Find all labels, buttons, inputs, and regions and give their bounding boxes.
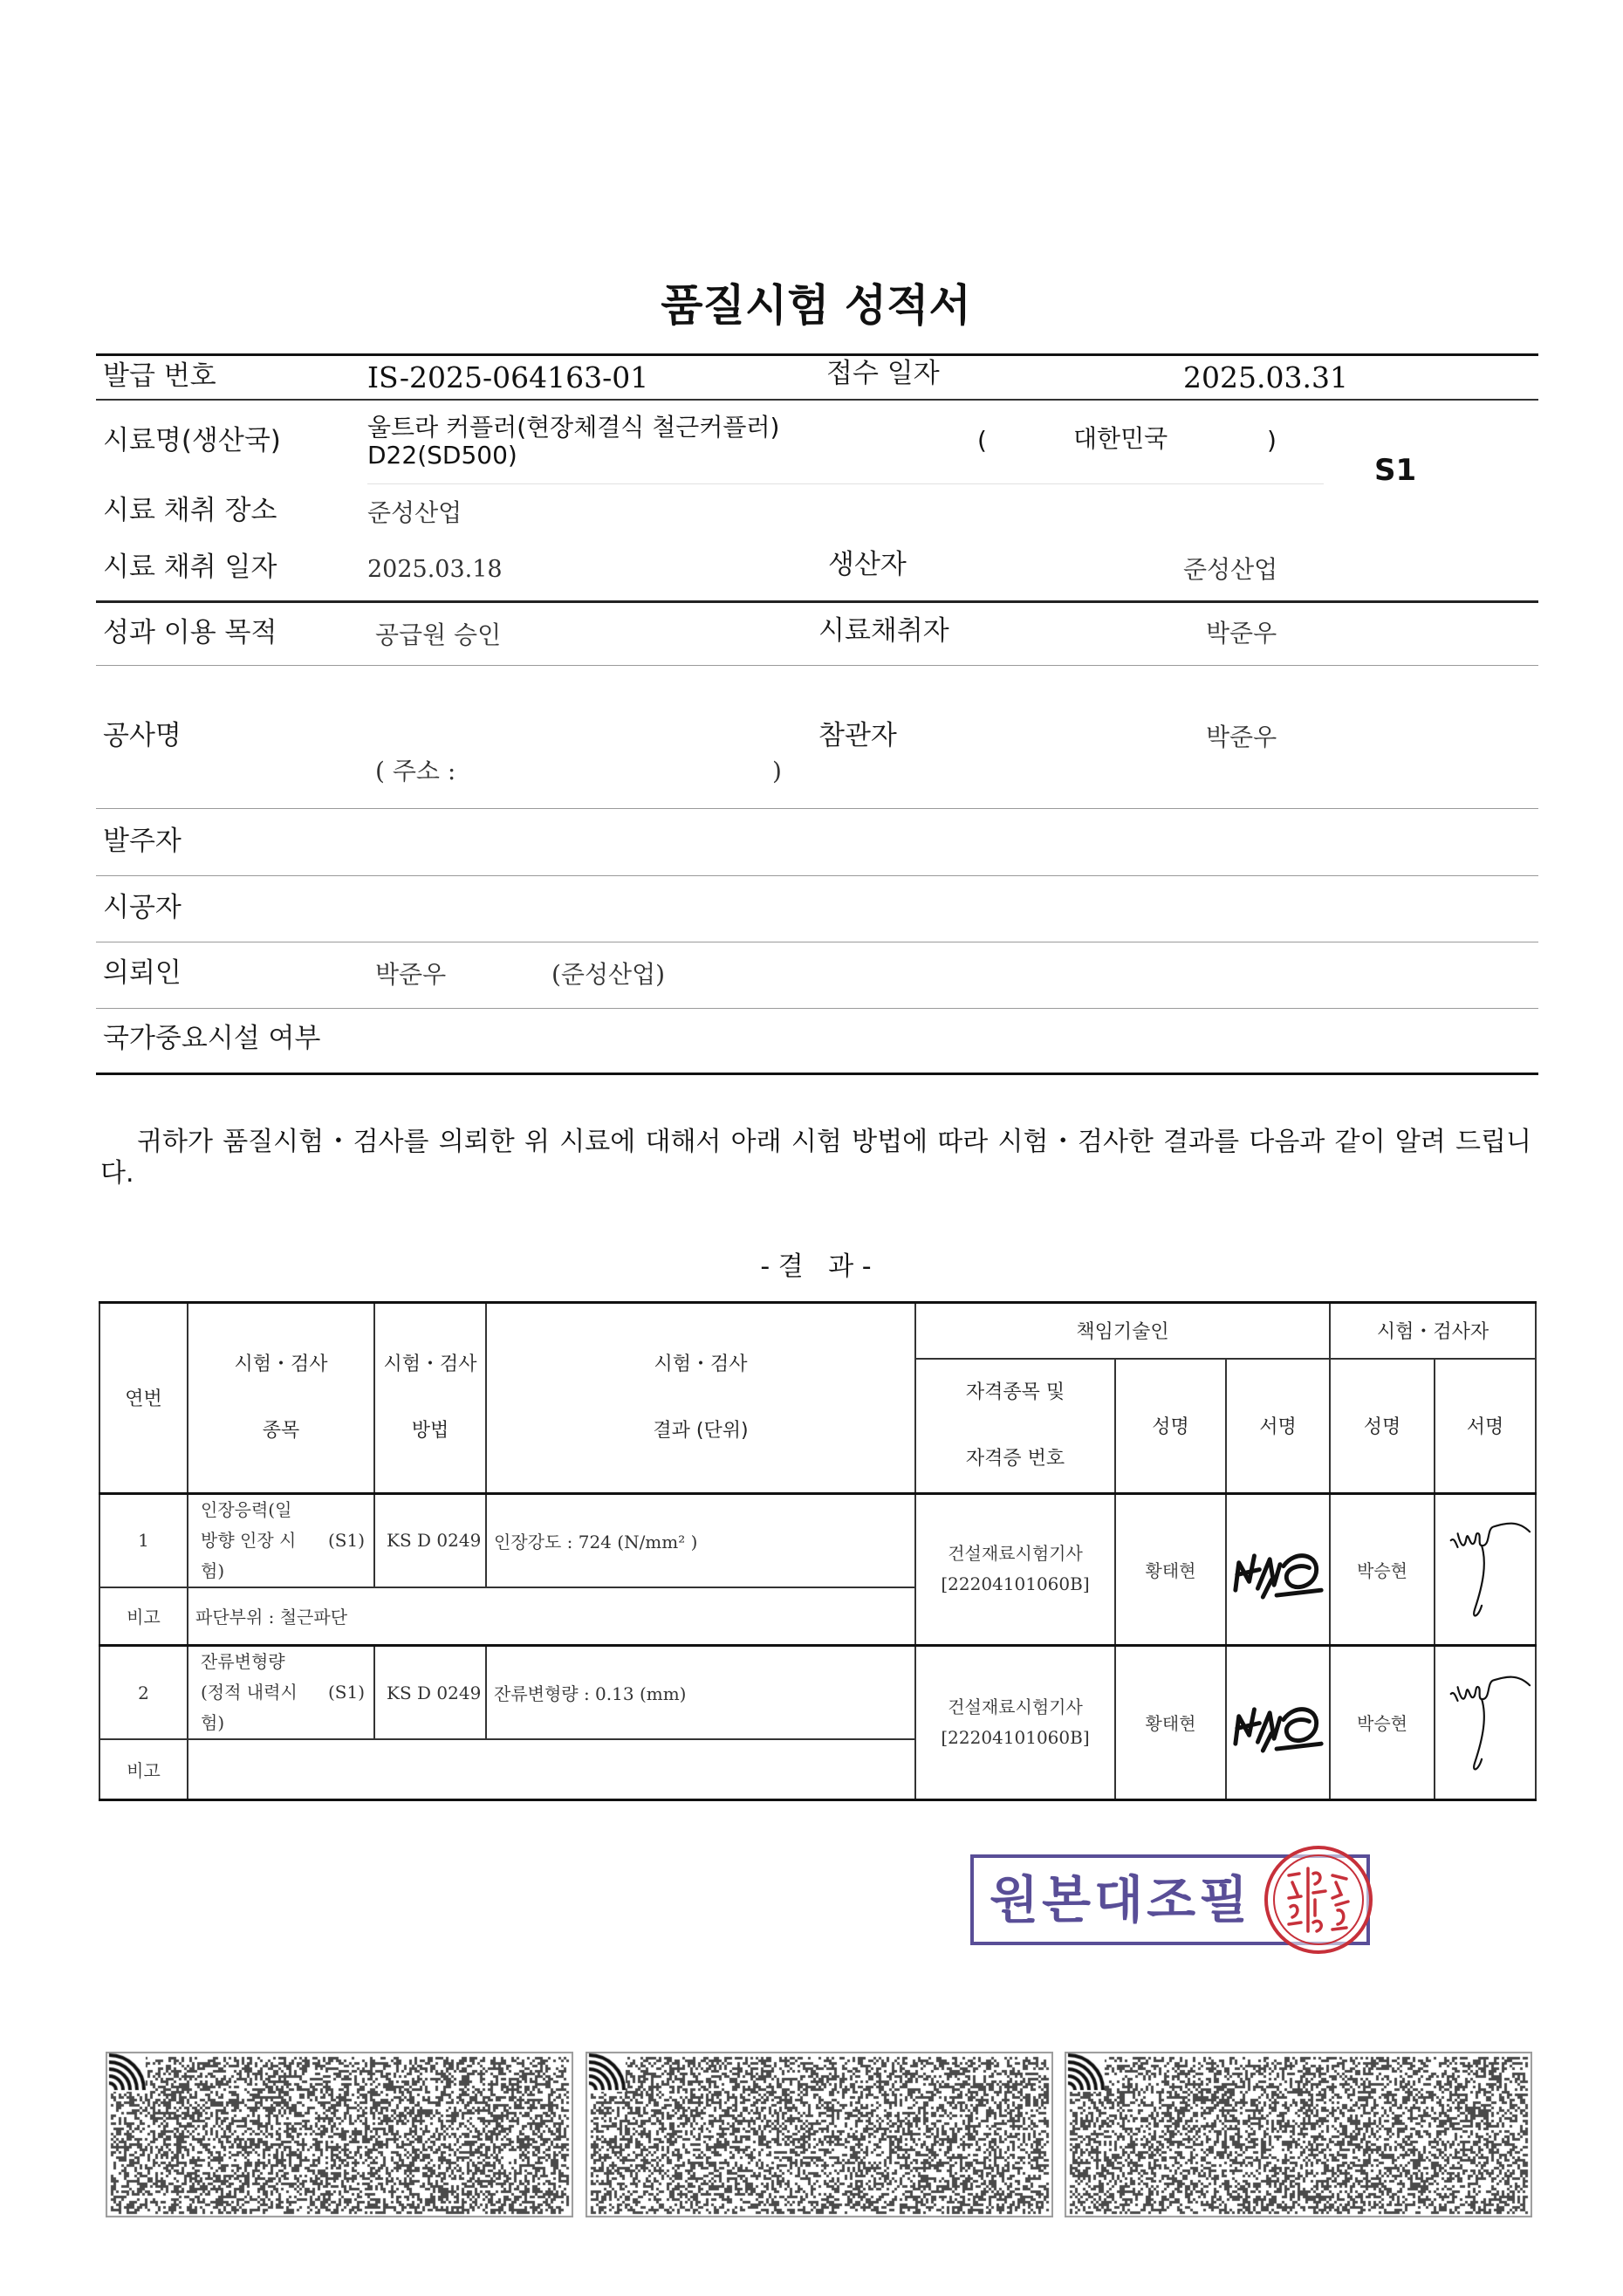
client-label: 의뢰인 bbox=[103, 957, 181, 989]
producer-value: 준성산업 bbox=[1183, 555, 1278, 584]
row-remark-label bbox=[99, 1739, 188, 1799]
header-responsible-sign-text: 서명 bbox=[1259, 1416, 1297, 1438]
header-tester-text: 시험・검사자 bbox=[1376, 1321, 1489, 1344]
row-qualification-title: 건설재료시험기사 bbox=[948, 1696, 1083, 1717]
row-item-line2: (정적 내력시 bbox=[201, 1682, 298, 1703]
row-item bbox=[188, 1493, 374, 1587]
rule bbox=[96, 875, 1538, 876]
row-item-sample-code: (S1) bbox=[327, 1682, 365, 1703]
row-item-line3: 험) bbox=[201, 1559, 225, 1581]
header-responsible-engineer bbox=[915, 1303, 1330, 1359]
result-row-group bbox=[99, 1646, 1536, 1800]
row-item-sample-code: (S1) bbox=[327, 1529, 365, 1551]
header-responsible-name bbox=[1115, 1359, 1226, 1494]
row-tester-signature bbox=[1435, 1646, 1536, 1800]
country-open-paren: ( bbox=[977, 426, 987, 455]
rule bbox=[96, 1008, 1538, 1009]
header-qualification bbox=[915, 1359, 1115, 1494]
sample-code: S1 bbox=[1374, 453, 1417, 488]
header-tester-sign bbox=[1435, 1359, 1536, 1494]
address-open: ( 주소 : bbox=[375, 757, 456, 785]
header-qualification-line2: 자격증 번호 bbox=[965, 1447, 1065, 1470]
security-code-pattern bbox=[106, 2052, 573, 2217]
row-method bbox=[374, 1646, 486, 1740]
row-responsible-signature bbox=[1226, 1646, 1330, 1800]
table-row bbox=[99, 1493, 1536, 1587]
purpose-value: 공급원 승인 bbox=[375, 620, 502, 649]
header-tester-name-text: 성명 bbox=[1363, 1416, 1401, 1438]
row-no-text: 2 bbox=[138, 1682, 149, 1703]
row-result bbox=[486, 1646, 915, 1740]
row-remark bbox=[188, 1587, 915, 1646]
row-responsible-name bbox=[1115, 1493, 1226, 1646]
results-table bbox=[99, 1301, 1537, 1801]
issue-number-label: 발급 번호 bbox=[103, 360, 216, 392]
observer-label: 참관자 bbox=[818, 720, 897, 751]
tester-signature-image bbox=[1435, 1496, 1535, 1643]
row-remark bbox=[188, 1739, 915, 1799]
header-item bbox=[188, 1303, 374, 1494]
row-tester-name bbox=[1330, 1646, 1435, 1800]
header-item-line1: 시험・검사 bbox=[234, 1353, 328, 1375]
rule bbox=[96, 808, 1538, 809]
sample-name-line2: D22(SD500) bbox=[367, 441, 517, 469]
row-result-text: 잔류변형량 : 0.13 (mm) bbox=[494, 1683, 687, 1704]
row-no-text: 1 bbox=[138, 1530, 149, 1551]
row-qualification-title: 건설재료시험기사 bbox=[948, 1543, 1083, 1565]
header-responsible-sign bbox=[1226, 1359, 1330, 1494]
header-no bbox=[99, 1303, 188, 1494]
row-tester-signature bbox=[1435, 1493, 1536, 1646]
row-result-text: 인장강도 : 724 (N/mm² ) bbox=[494, 1531, 698, 1552]
table-row bbox=[99, 1646, 1536, 1740]
row-responsible-name bbox=[1115, 1646, 1226, 1800]
row-no bbox=[99, 1493, 188, 1587]
row-tester-name bbox=[1330, 1493, 1435, 1646]
row-remark-label-text: 비고 bbox=[127, 1607, 161, 1628]
rule-bottom bbox=[96, 1073, 1538, 1075]
orderer-label: 발주자 bbox=[103, 826, 181, 857]
row-item-line2: 방향 인장 시 bbox=[201, 1529, 297, 1551]
producer-label: 생산자 bbox=[828, 549, 907, 580]
responsible-signature-image bbox=[1227, 1648, 1329, 1798]
country-close-paren: ) bbox=[1267, 426, 1277, 455]
client-name: 박준우 bbox=[375, 960, 447, 989]
national-facility-label: 국가중요시설 여부 bbox=[103, 1023, 321, 1054]
header-tester-name bbox=[1330, 1359, 1435, 1494]
row-responsible-name-text: 황태현 bbox=[1145, 1559, 1196, 1581]
issue-number-value: IS-2025-064163-01 bbox=[367, 360, 649, 394]
row-no bbox=[99, 1646, 188, 1740]
row-remark-label bbox=[99, 1587, 188, 1646]
sampler-label: 시료채취자 bbox=[818, 615, 949, 647]
row-item-line1: 인장응력(일 bbox=[201, 1498, 292, 1520]
header-method-line2: 방법 bbox=[411, 1419, 449, 1442]
header-tester-sign-text: 서명 bbox=[1466, 1416, 1504, 1438]
row-responsible-signature bbox=[1226, 1493, 1330, 1646]
header-tester bbox=[1330, 1303, 1536, 1359]
rule-top bbox=[96, 353, 1538, 356]
header-result bbox=[486, 1303, 915, 1494]
rule bbox=[96, 665, 1538, 666]
rule bbox=[96, 600, 1538, 603]
sample-name-label: 시료명(생산국) bbox=[103, 425, 281, 456]
sampling-place-label: 시료 채취 장소 bbox=[103, 495, 277, 526]
header-method bbox=[374, 1303, 486, 1494]
row-method bbox=[374, 1493, 486, 1587]
responsible-signature-image bbox=[1227, 1496, 1329, 1643]
row-responsible-name-text: 황태현 bbox=[1145, 1713, 1196, 1735]
row-qualification bbox=[915, 1646, 1115, 1800]
row-qualification-number: [22204101060B] bbox=[941, 1726, 1090, 1748]
purpose-label: 성과 이용 목적 bbox=[103, 617, 277, 648]
sampling-place-value: 준성산업 bbox=[367, 498, 462, 527]
red-seal-icon bbox=[1263, 1844, 1374, 1956]
security-code-pattern bbox=[1065, 2052, 1532, 2217]
result-row-group bbox=[99, 1493, 1536, 1646]
project-name-label: 공사명 bbox=[103, 720, 181, 751]
header-qualification-line1: 자격종목 및 bbox=[965, 1381, 1065, 1403]
rule-faint bbox=[367, 483, 1324, 484]
row-remark-label-text: 비고 bbox=[127, 1759, 161, 1781]
header-item-line2: 종목 bbox=[262, 1419, 300, 1442]
row-method-text: KS D 0249 bbox=[387, 1530, 482, 1551]
header-no-text: 연번 bbox=[125, 1388, 162, 1411]
header-responsible-name-text: 성명 bbox=[1152, 1416, 1189, 1438]
contractor-label: 시공자 bbox=[103, 892, 181, 923]
rule bbox=[96, 399, 1538, 401]
header-result-line2: 결과 (단위) bbox=[653, 1419, 749, 1442]
receipt-date-value: 2025.03.31 bbox=[1183, 360, 1348, 394]
row-result bbox=[486, 1493, 915, 1587]
receipt-date-label: 접수 일자 bbox=[826, 358, 940, 389]
header-result-line1: 시험・검사 bbox=[654, 1353, 748, 1375]
client-company: (준성산업) bbox=[551, 960, 666, 989]
header-responsible-text: 책임기술인 bbox=[1076, 1321, 1169, 1344]
row-qualification-number: [22204101060B] bbox=[941, 1573, 1090, 1595]
country-value: 대한민국 bbox=[1073, 424, 1168, 453]
row-item bbox=[188, 1646, 374, 1740]
sampling-date-label: 시료 채취 일자 bbox=[103, 552, 277, 583]
results-heading: - 결 과 - bbox=[760, 1251, 872, 1282]
sampler-value: 박준우 bbox=[1206, 619, 1277, 648]
sample-name-line1: 울트라 커플러(현장체결식 철근커플러) bbox=[367, 413, 780, 442]
sampling-date-value: 2025.03.18 bbox=[367, 556, 503, 583]
row-tester-name-text: 박승현 bbox=[1357, 1713, 1408, 1735]
notice-paragraph: 귀하가 품질시험・검사를 의뢰한 위 시료에 대해서 아래 시험 방법에 따라 시험・검사한 결과를 다음과 같이 알려 드립니다. bbox=[100, 1127, 1531, 1189]
row-method-text: KS D 0249 bbox=[387, 1682, 482, 1703]
row-qualification bbox=[915, 1493, 1115, 1646]
address-close: ) bbox=[772, 757, 782, 785]
security-code-pattern bbox=[586, 2052, 1053, 2217]
tester-signature-image bbox=[1435, 1648, 1535, 1798]
document-title: 품질시험 성적서 bbox=[661, 280, 971, 331]
row-tester-name-text: 박승현 bbox=[1357, 1559, 1408, 1581]
row-item-line3: 험) bbox=[201, 1712, 225, 1733]
row-remark-text: 파단부위 : 철근파단 bbox=[195, 1607, 348, 1628]
observer-value: 박준우 bbox=[1206, 723, 1277, 751]
original-copy-stamp-text: 원본대조필 bbox=[990, 1870, 1252, 1929]
row-item-line1: 잔류변형량 bbox=[201, 1651, 285, 1672]
header-method-line1: 시험・검사 bbox=[383, 1353, 477, 1375]
